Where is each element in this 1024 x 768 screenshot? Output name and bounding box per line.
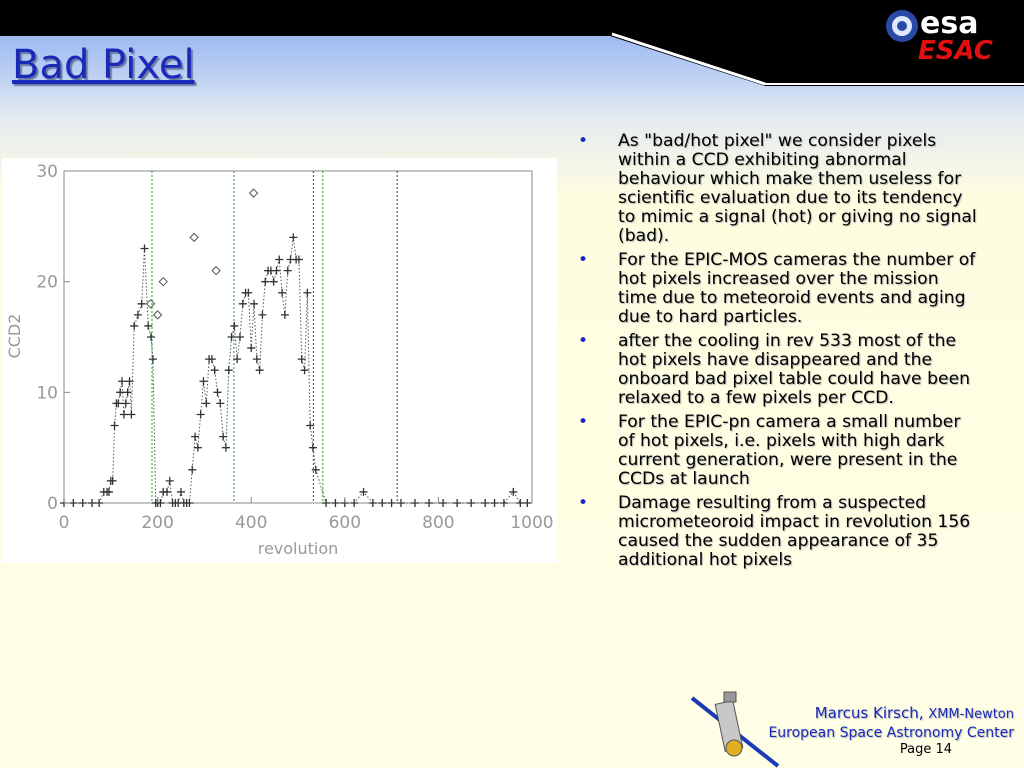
bullet-dot-icon: • xyxy=(578,331,589,351)
data-point-plus xyxy=(163,488,171,496)
data-point-plus xyxy=(397,499,405,507)
data-point-plus xyxy=(138,300,146,308)
x-axis-label: revolution xyxy=(257,539,339,558)
data-point-plus xyxy=(278,289,286,297)
data-point-plus xyxy=(111,422,119,430)
bullet-dot-icon: • xyxy=(578,412,589,432)
esa-esac-logo xyxy=(880,4,1010,66)
data-point-plus xyxy=(130,322,138,330)
x-tick-label: 800 xyxy=(422,513,455,533)
data-point-plus xyxy=(481,499,489,507)
x-tick-label: 0 xyxy=(58,513,70,533)
bullet-dot-icon: • xyxy=(578,493,589,513)
ccd2-chart xyxy=(2,158,557,563)
data-point-plus xyxy=(303,289,311,297)
data-point-plus xyxy=(256,366,264,374)
data-point-diamond xyxy=(212,267,220,275)
y-tick-label: 10 xyxy=(36,383,58,404)
data-point-plus xyxy=(230,322,238,330)
y-tick-label: 30 xyxy=(36,162,58,182)
y-tick-label: 20 xyxy=(36,272,58,293)
data-point-plus xyxy=(127,410,135,418)
data-point-plus xyxy=(388,499,396,507)
data-point-plus xyxy=(425,499,433,507)
data-point-plus xyxy=(467,499,475,507)
data-point-plus xyxy=(439,499,447,507)
data-point-plus xyxy=(411,499,419,507)
footer xyxy=(768,704,1014,758)
data-point-plus xyxy=(147,333,155,341)
data-point-plus xyxy=(284,267,292,275)
footer-author: Marcus Kirsch, xyxy=(814,704,924,722)
data-point-plus xyxy=(272,267,280,275)
footer-author-line xyxy=(768,704,1014,724)
data-point-plus xyxy=(270,278,278,286)
data-point-plus xyxy=(289,233,297,241)
data-point-plus xyxy=(177,488,185,496)
data-point-plus xyxy=(199,377,207,385)
data-point-plus xyxy=(105,488,113,496)
y-axis-label: CCD2 xyxy=(5,313,24,359)
data-point-plus xyxy=(140,244,148,252)
x-tick-label: 200 xyxy=(141,513,174,533)
data-point-plus xyxy=(144,322,152,330)
data-point-plus xyxy=(211,366,219,374)
bullet-dot-icon: • xyxy=(578,250,589,270)
data-point-plus xyxy=(281,311,289,319)
bullet-item xyxy=(578,251,978,327)
data-point-plus xyxy=(149,355,157,363)
data-point-diamond xyxy=(154,311,162,319)
data-point-plus xyxy=(120,410,128,418)
y-tick-label: 0 xyxy=(47,494,58,514)
data-point-plus xyxy=(216,399,224,407)
page-number: Page 14 xyxy=(899,742,952,757)
data-point-plus xyxy=(258,311,266,319)
data-point-plus xyxy=(114,399,122,407)
data-point-plus xyxy=(88,499,96,507)
data-point-plus xyxy=(202,399,210,407)
data-point-plus xyxy=(95,499,103,507)
series-line xyxy=(64,237,527,503)
data-point-plus xyxy=(188,466,196,474)
data-point-plus xyxy=(250,300,258,308)
xmm-satellite-icon xyxy=(690,688,780,768)
data-point-diamond xyxy=(159,278,167,286)
bullet-text: Damage resulting from a suspected micrometeoroid impact in revolution 156 caused the sudden appearance of 35 additional hot pixels xyxy=(618,493,971,570)
data-point-plus xyxy=(453,499,461,507)
bullet-item xyxy=(578,413,978,489)
data-point-plus xyxy=(491,499,499,507)
page-title: Bad Pixel xyxy=(12,42,195,88)
data-point-plus xyxy=(166,477,174,485)
data-point-plus xyxy=(191,433,199,441)
data-point-plus xyxy=(509,488,517,496)
data-point-plus xyxy=(118,377,126,385)
data-point-plus xyxy=(214,388,222,396)
data-point-plus xyxy=(378,499,386,507)
ccd2-chart-svg xyxy=(2,158,557,563)
data-point-plus xyxy=(236,333,244,341)
x-tick-label: 400 xyxy=(234,513,268,533)
data-point-diamond xyxy=(190,233,198,241)
bullet-text: For the EPIC-MOS cameras the number of hot pixels increased over the mission time due to meteoroid events and aging due to hard particles. xyxy=(618,250,976,327)
data-point-diamond xyxy=(250,189,258,197)
esac-logo-text: ESAC xyxy=(918,36,993,66)
data-point-plus xyxy=(516,499,524,507)
bullet-item xyxy=(578,494,978,570)
data-point-plus xyxy=(134,311,142,319)
data-point-plus xyxy=(301,366,309,374)
data-point-plus xyxy=(225,366,233,374)
plot-frame xyxy=(64,171,532,503)
data-point-plus xyxy=(222,444,230,452)
data-point-plus xyxy=(298,355,306,363)
bullet-text: For the EPIC-pn camera a small number of hot pixels, i.e. pixels with high dark current generation, were present in the CCDs at launch xyxy=(618,412,961,489)
data-point-plus xyxy=(331,499,339,507)
footer-mission: XMM-Newton xyxy=(928,707,1014,722)
data-point-plus xyxy=(69,499,77,507)
bullet-list xyxy=(578,132,978,575)
data-point-plus xyxy=(197,410,205,418)
bullet-text: As "bad/hot pixel" we consider pixels within a CCD exhibiting abnormal behaviour which make them useless for scientific evaluation due to its tendency to mimic a signal (hot) or giving no signal (bad). xyxy=(618,131,977,246)
data-point-plus xyxy=(261,278,269,286)
data-point-plus xyxy=(247,344,255,352)
bullet-text: after the cooling in rev 533 most of the hot pixels have disappeared and the onboard bad pixel table could have been relaxed to a few pixels per CCD. xyxy=(618,331,971,408)
data-point-diamond xyxy=(147,300,155,308)
esa-logo-text: esa xyxy=(920,6,979,41)
data-point-plus xyxy=(239,300,247,308)
data-point-plus xyxy=(500,499,508,507)
data-point-plus xyxy=(523,499,531,507)
bullet-dot-icon: • xyxy=(578,131,589,151)
data-point-plus xyxy=(275,256,283,264)
esa-globe-icon xyxy=(884,8,920,44)
data-point-plus xyxy=(194,444,202,452)
bullet-item xyxy=(578,132,978,246)
x-tick-label: 600 xyxy=(328,513,362,533)
data-point-plus xyxy=(309,444,317,452)
data-point-plus xyxy=(79,499,87,507)
footer-institute: European Space Astronomy Center xyxy=(768,725,1014,741)
x-tick-label: 1000 xyxy=(510,513,554,533)
bullet-item xyxy=(578,332,978,408)
